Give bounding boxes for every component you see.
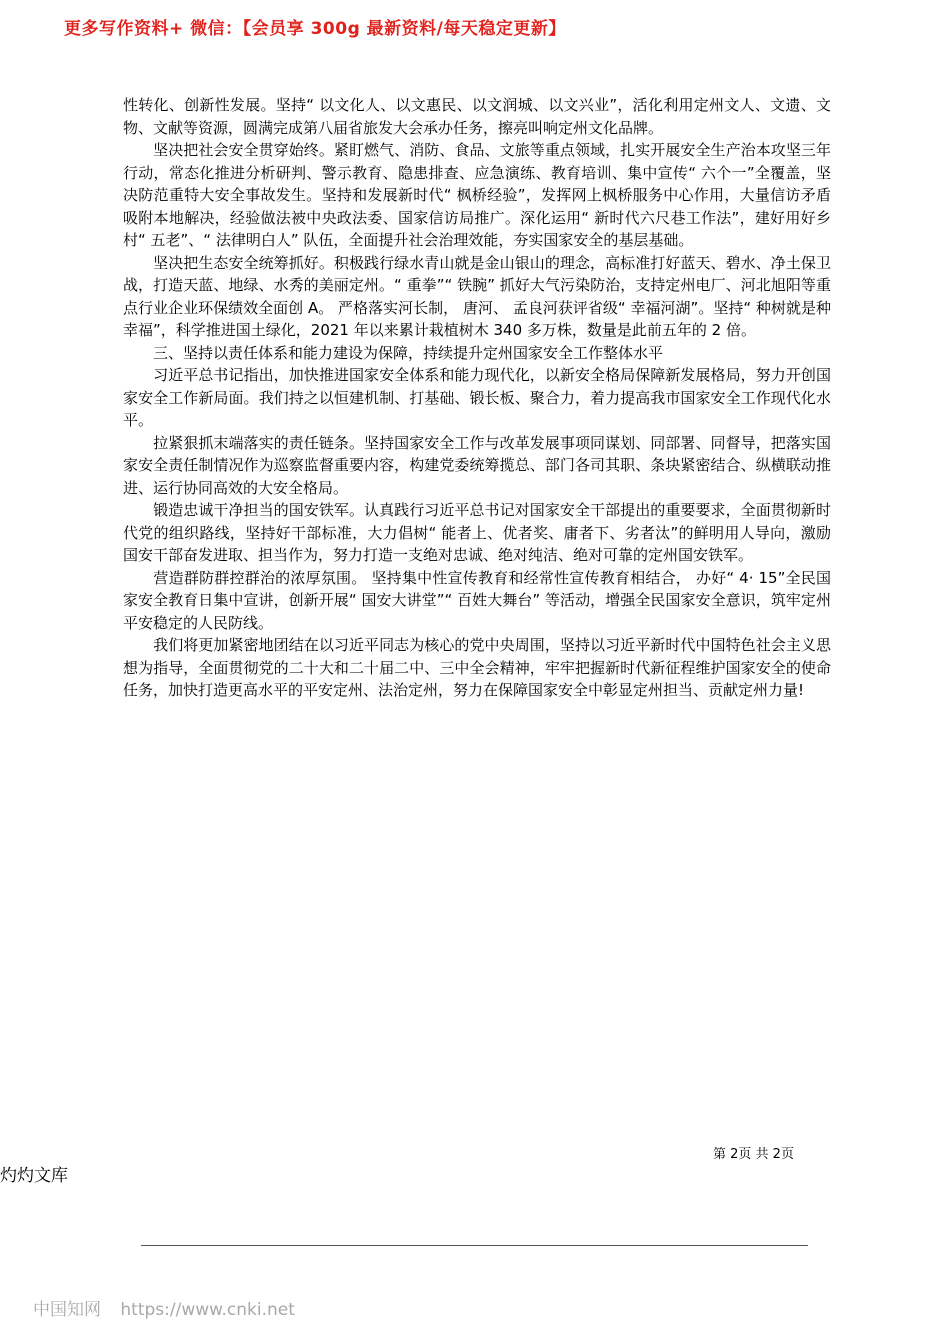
document-body (123, 94, 831, 702)
footer-divider (141, 1245, 808, 1246)
watermark (33, 1295, 295, 1320)
paragraph: 坚决把社会安全贯穿始终。紧盯燃气、消防、食品、文旅等重点领域，扎实开展安全生产治本攻坚三年行动，常态化推进分析研判、警示教育、隐患排查、应急演练、教育培训、集中宣传“ 六个一”全覆盖，坚决防范重特大安全事故发生。坚持和发展新时代“ 枫桥经验”，发挥网上枫桥服务中心作用，大量信访矛盾吸附本地解决，经验做法被中央政法委、国家信访局推广。深化运用“ 新时代六尺巷工作法”，建好用好乡村“ 五老”、“ 法律明白人” 队伍，全面提升社会治理效能，夯实国家安全的基层基础。 (123, 141, 831, 249)
paragraph: 性转化、创新性发展。坚持“ 以文化人、以文惠民、以文润城、以文兴业”，活化利用定州文人、文遗、文物、文献等资源，圆满完成第八届省旅发大会承办任务，擦亮叫响定州文化品牌。 (123, 96, 831, 137)
promo-banner: 更多写作资料+ 微信：【会员享 300g 最新资料/每天稳定更新】 (64, 19, 566, 39)
paragraph: 锻造忠诚干净担当的国安铁军。认真践行习近平总书记对国家安全干部提出的重要要求，全面贯彻新时代党的组织路线，坚持好干部标准，大力倡树“ 能者上、优者奖、庸者下、劣者汰”的鲜明用人导向，激励国安干部奋发进取、担当作为，努力打造一支绝对忠诚、绝对纯洁、绝对可靠的定州国安铁军。 (123, 501, 831, 564)
paragraph: 拉紧狠抓末端落实的责任链条。坚持国家安全工作与改革发展事项同谋划、同部署、同督导，把落实国家安全责任制情况作为巡察监督重要内容，构建党委统筹揽总、部门各司其职、条块紧密结合、纵横联动推进、运行协同高效的大安全格局。 (123, 433, 831, 497)
section-heading: 三、坚持以责任体系和能力建设为保障，持续提升定州国家安全工作整体水平 (123, 343, 664, 362)
watermark-name: 中国知网 (33, 1300, 101, 1320)
paragraph: 习近平总书记指出，加快推进国家安全体系和能力现代化，以新安全格局保障新发展格局，努力开创国家安全工作新局面。我们持之以恒建机制、打基础、锻长板、聚合力，着力提高我市国家安全工作现代化水平。 (123, 366, 831, 429)
page-number: 第 2页 共 2页 (713, 1147, 794, 1162)
paragraph: 坚决把生态安全统筹抓好。积极践行绿水青山就是金山银山的理念，高标准打好蓝天、碧水、净土保卫战，打造天蓝、地绿、水秀的美丽定州。“ 重拳”“ 铁腕” 抓好大气污染防治，支持定州电厂、河北旭阳等重点行业企业环保绩效全面创 A。 严格落实河长制， 唐河、 孟良河获评省级“ 幸福河湖”。坚持“ 种树就是种幸福”，科学推进国土绿化，2021 年以来累计栽植树木 340 多万株，数量是此前五年的 2 倍。 (123, 253, 831, 339)
watermark-url: https://www.cnki.net (120, 1300, 295, 1320)
library-name: 灼灼文库 (0, 1166, 68, 1186)
paragraph: 营造群防群控群治的浓厚氛围。 坚持集中性宣传教育和经常性宣传教育相结合， 办好“ 4· 15”全民国家安全教育日集中宣讲，创新开展“ 国安大讲堂”“ 百姓大舞台” 等活动，增强全民国家安全意识，筑牢定州平安稳定的人民防线。 (123, 568, 831, 632)
paragraph: 我们将更加紧密地团结在以习近平同志为核心的党中央周围，坚持以习近平新时代中国特色社会主义思想为指导，全面贯彻党的二十大和二十届二中、三中全会精神，牢牢把握新时代新征程维护国家安全的使命任务，加快打造更高水平的平安定州、法治定州，努力在保障国家安全中彰显定州担当、贡献定州力量! (123, 636, 831, 699)
